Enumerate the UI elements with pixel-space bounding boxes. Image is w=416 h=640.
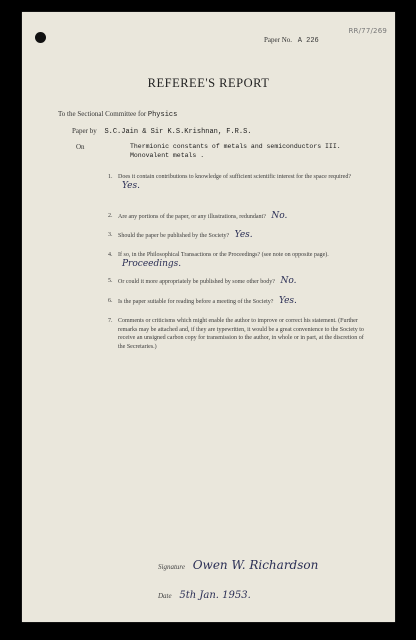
- question-6: [108, 296, 368, 307]
- question-text: If so, in the Philosophical Transactions or the Proceedings? (see note on opposite page).: [118, 252, 329, 258]
- committee-label: To the Sectional Committee for: [58, 110, 147, 118]
- question-text: Is the paper suitable for reading before a meeting of the Society?: [118, 299, 274, 305]
- question-text: Comments or criticisms which might enable the author to improve or correct his statement. (Further remarks may be attached and, if they are typewritten, it would be a great convenience to the Society to receive an unsigned carbon copy for transmission to the author, in whole or in part, at the discretion of the Secretaries.): [118, 318, 364, 350]
- question-number: 1.: [108, 174, 113, 180]
- punch-hole: [35, 32, 46, 43]
- date-label: Date: [158, 592, 172, 600]
- paper-title-line-2: Monovalent metals .: [130, 152, 205, 159]
- signature-line: [158, 558, 318, 572]
- paper-number: [264, 36, 319, 45]
- question-text: Or could it more appropriately be published by some other body?: [118, 279, 275, 285]
- committee-value: Physics: [147, 111, 178, 119]
- question-number: 7.: [108, 318, 113, 324]
- paper-by-line: [72, 127, 251, 136]
- paper-title-line-1: Thermionic constants of metals and semiconductors III.: [130, 143, 341, 150]
- paper-by-value: S.C.Jain & Sir K.S.Krishnan, F.R.S.: [104, 128, 252, 136]
- date-value: 5th Jan. 1953.: [179, 590, 251, 601]
- paper-by-label: Paper by: [72, 127, 97, 135]
- question-answer: Yes.: [234, 230, 253, 240]
- date-line: [158, 590, 251, 601]
- question-number: 3.: [108, 232, 113, 238]
- question-text: Should the paper be published by the Society?: [118, 233, 230, 239]
- question-answer: Yes.: [122, 180, 140, 191]
- question-number: 4.: [108, 252, 113, 258]
- referee-report-sheet: [22, 12, 395, 622]
- question-2: [108, 211, 368, 222]
- question-text: Does it contain contributions to knowledge of sufficient scientific interest for the space required?: [118, 174, 351, 180]
- question-number: 5.: [108, 278, 113, 284]
- question-answer: Proceedings.: [122, 258, 182, 269]
- question-answer: No.: [280, 276, 297, 286]
- on-label: On: [76, 143, 85, 151]
- page-title: REFEREE'S REPORT: [147, 76, 270, 90]
- question-text: Are any portions of the paper, or any illustrations, redundant?: [118, 214, 266, 220]
- question-4: [108, 251, 368, 269]
- signature-value: Owen W. Richardson: [192, 558, 319, 572]
- question-number: 2.: [108, 213, 113, 219]
- question-3: [108, 230, 368, 241]
- paper-number-value: A 226: [297, 37, 319, 45]
- question-answer: No.: [271, 211, 288, 221]
- archive-reference: RR/77/269: [348, 27, 387, 35]
- paper-number-label: Paper No.: [264, 36, 292, 44]
- question-answer: Yes.: [278, 296, 297, 306]
- question-7: [108, 317, 368, 351]
- committee-line: [58, 110, 177, 119]
- signature-label: Signature: [158, 563, 185, 571]
- question-1: [108, 173, 368, 191]
- question-5: [108, 276, 368, 287]
- question-number: 6.: [108, 298, 113, 304]
